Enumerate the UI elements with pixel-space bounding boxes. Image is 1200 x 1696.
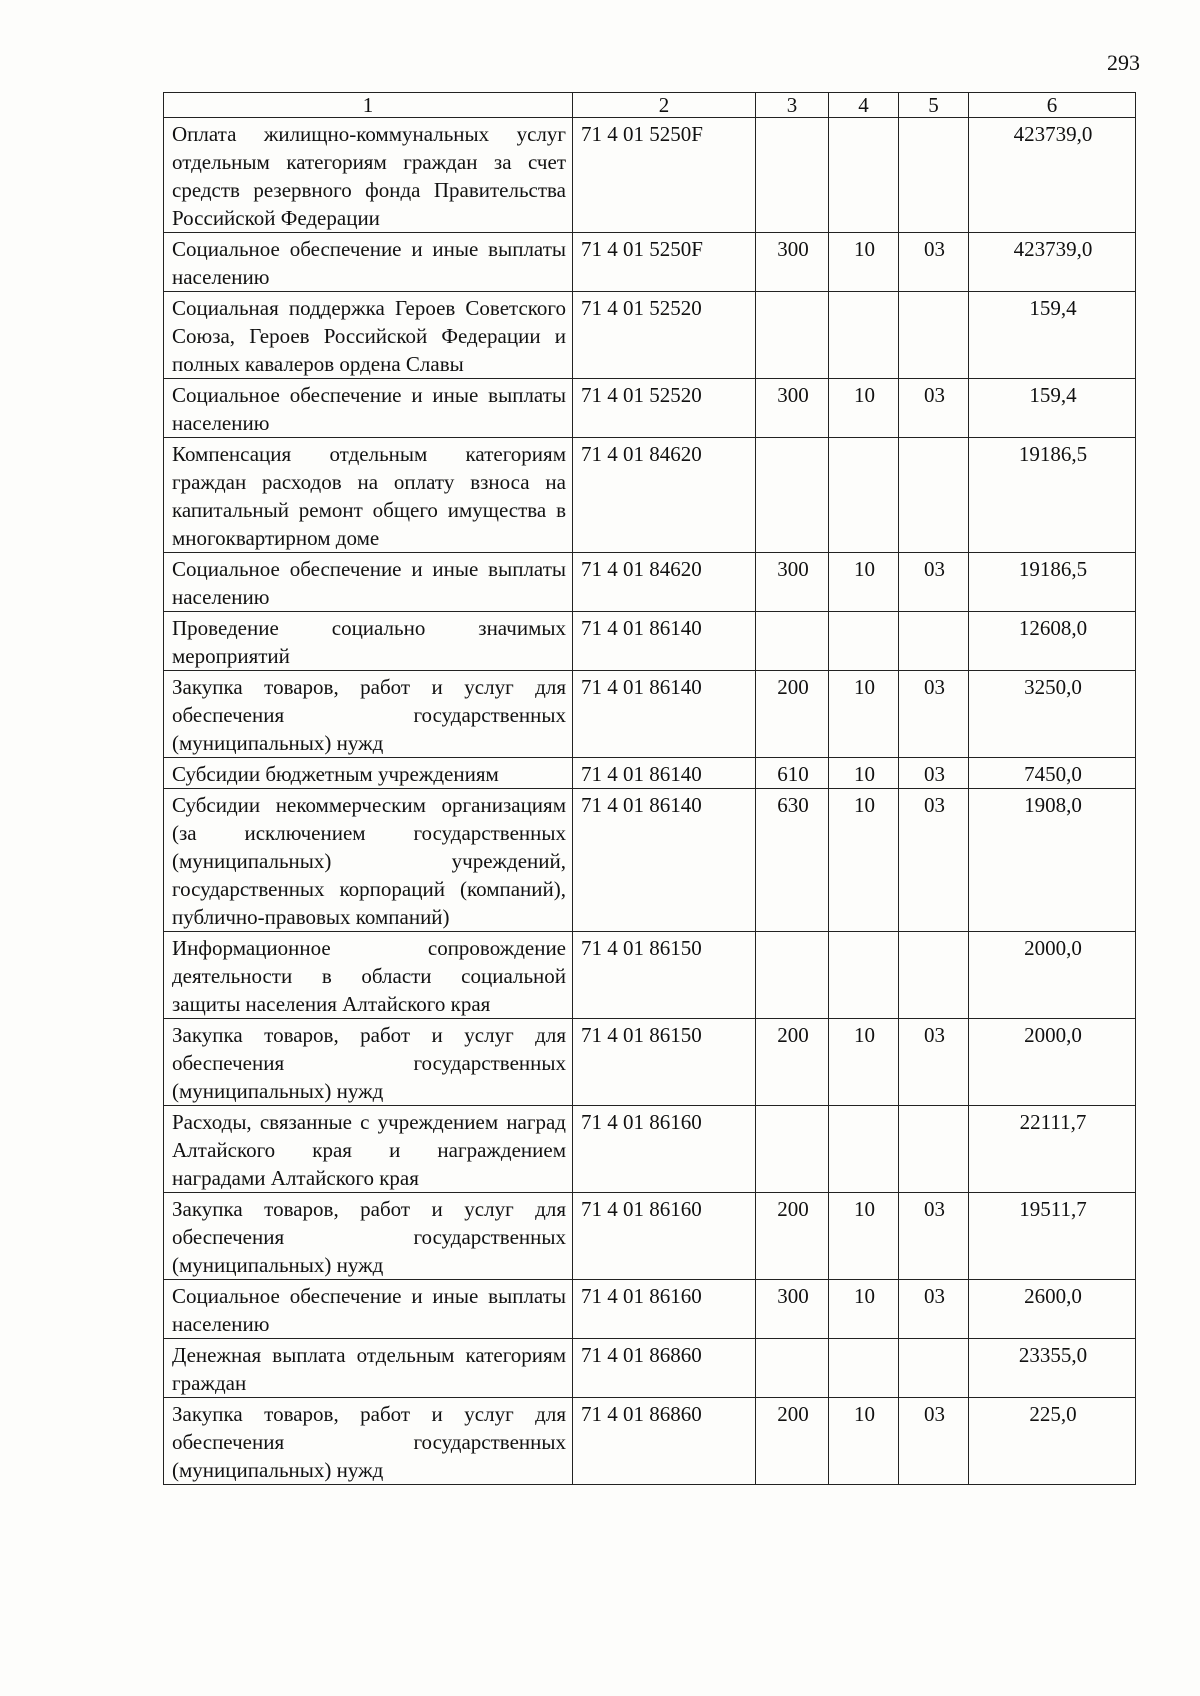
table-row — [164, 789, 1136, 932]
column-header: 6 — [969, 93, 1136, 118]
subsection-code: 03 — [899, 671, 969, 758]
expense-type-code — [756, 1339, 829, 1398]
subsection-code — [899, 932, 969, 1019]
target-article-code: 71 4 01 86140 — [573, 789, 756, 932]
item-description: Социальное обеспечение и иные выплаты населению — [164, 1280, 573, 1339]
budget-table — [163, 92, 1136, 1485]
target-article-code: 71 4 01 5250F — [573, 118, 756, 233]
item-description: Социальная поддержка Героев Советского Союза, Героев Российской Федерации и полных кавалеров ордена Славы — [164, 292, 573, 379]
expense-type-code: 630 — [756, 789, 829, 932]
amount-value: 19186,5 — [969, 553, 1136, 612]
table-row — [164, 292, 1136, 379]
table-row — [164, 1106, 1136, 1193]
table-row — [164, 1193, 1136, 1280]
amount-value: 19511,7 — [969, 1193, 1136, 1280]
table-row — [164, 1398, 1136, 1485]
amount-value: 12608,0 — [969, 612, 1136, 671]
expense-type-code — [756, 292, 829, 379]
target-article-code: 71 4 01 86150 — [573, 932, 756, 1019]
section-code — [829, 438, 899, 553]
subsection-code: 03 — [899, 379, 969, 438]
subsection-code — [899, 438, 969, 553]
item-description: Закупка товаров, работ и услуг для обеспечения государственных (муниципальных) нужд — [164, 1019, 573, 1106]
table-row — [164, 1019, 1136, 1106]
item-description: Закупка товаров, работ и услуг для обеспечения государственных (муниципальных) нужд — [164, 1193, 573, 1280]
expense-type-code: 300 — [756, 233, 829, 292]
section-code — [829, 292, 899, 379]
expense-type-code: 610 — [756, 758, 829, 789]
amount-value: 159,4 — [969, 379, 1136, 438]
column-header: 2 — [573, 93, 756, 118]
subsection-code: 03 — [899, 1280, 969, 1339]
amount-value: 159,4 — [969, 292, 1136, 379]
subsection-code: 03 — [899, 553, 969, 612]
expense-type-code: 200 — [756, 1193, 829, 1280]
item-description: Информационное сопровождение деятельности в области социальной защиты населения Алтайского края — [164, 932, 573, 1019]
subsection-code: 03 — [899, 233, 969, 292]
table-row — [164, 671, 1136, 758]
amount-value: 423739,0 — [969, 118, 1136, 233]
subsection-code: 03 — [899, 758, 969, 789]
item-description: Проведение социально значимых мероприятий — [164, 612, 573, 671]
section-code: 10 — [829, 758, 899, 789]
amount-value: 22111,7 — [969, 1106, 1136, 1193]
section-code: 10 — [829, 1019, 899, 1106]
section-code: 10 — [829, 1398, 899, 1485]
amount-value: 1908,0 — [969, 789, 1136, 932]
table-row — [164, 758, 1136, 789]
section-code: 10 — [829, 1193, 899, 1280]
target-article-code: 71 4 01 86160 — [573, 1280, 756, 1339]
table-row — [164, 1280, 1136, 1339]
item-description: Закупка товаров, работ и услуг для обеспечения государственных (муниципальных) нужд — [164, 1398, 573, 1485]
item-description: Компенсация отдельным категориям граждан расходов на оплату взноса на капитальный ремонт общего имущества в многоквартирном доме — [164, 438, 573, 553]
column-header: 3 — [756, 93, 829, 118]
expense-type-code: 300 — [756, 379, 829, 438]
subsection-code — [899, 1339, 969, 1398]
section-code: 10 — [829, 379, 899, 438]
target-article-code: 71 4 01 86140 — [573, 671, 756, 758]
table-row — [164, 553, 1136, 612]
page-number: 293 — [1107, 50, 1140, 75]
amount-value: 225,0 — [969, 1398, 1136, 1485]
amount-value: 3250,0 — [969, 671, 1136, 758]
header-row — [164, 93, 1136, 118]
section-code — [829, 1339, 899, 1398]
amount-value: 19186,5 — [969, 438, 1136, 553]
table-row — [164, 438, 1136, 553]
expense-type-code: 300 — [756, 1280, 829, 1339]
column-header: 1 — [164, 93, 573, 118]
table-row — [164, 1339, 1136, 1398]
column-header: 4 — [829, 93, 899, 118]
table-row — [164, 233, 1136, 292]
table-body — [164, 118, 1136, 1485]
subsection-code: 03 — [899, 789, 969, 932]
item-description: Социальное обеспечение и иные выплаты населению — [164, 379, 573, 438]
item-description: Расходы, связанные с учреждением наград Алтайского края и награждением наградами Алтайского края — [164, 1106, 573, 1193]
subsection-code: 03 — [899, 1019, 969, 1106]
table-row — [164, 379, 1136, 438]
item-description: Субсидии бюджетным учреждениям — [164, 758, 573, 789]
section-code — [829, 1106, 899, 1193]
table-row — [164, 932, 1136, 1019]
item-description: Закупка товаров, работ и услуг для обеспечения государственных (муниципальных) нужд — [164, 671, 573, 758]
expense-type-code: 200 — [756, 1398, 829, 1485]
target-article-code: 71 4 01 86140 — [573, 612, 756, 671]
section-code: 10 — [829, 1280, 899, 1339]
target-article-code: 71 4 01 86860 — [573, 1339, 756, 1398]
section-code: 10 — [829, 233, 899, 292]
expense-type-code — [756, 118, 829, 233]
amount-value: 2000,0 — [969, 1019, 1136, 1106]
target-article-code: 71 4 01 86860 — [573, 1398, 756, 1485]
section-code — [829, 932, 899, 1019]
amount-value: 2600,0 — [969, 1280, 1136, 1339]
expense-type-code: 200 — [756, 671, 829, 758]
target-article-code: 71 4 01 5250F — [573, 233, 756, 292]
subsection-code — [899, 1106, 969, 1193]
target-article-code: 71 4 01 86140 — [573, 758, 756, 789]
amount-value: 23355,0 — [969, 1339, 1136, 1398]
item-description: Денежная выплата отдельным категориям граждан — [164, 1339, 573, 1398]
target-article-code: 71 4 01 52520 — [573, 292, 756, 379]
expense-type-code — [756, 438, 829, 553]
section-code — [829, 118, 899, 233]
target-article-code: 71 4 01 84620 — [573, 553, 756, 612]
item-description: Оплата жилищно-коммунальных услуг отдельным категориям граждан за счет средств резервного фонда Правительства Российской Федерации — [164, 118, 573, 233]
target-article-code: 71 4 01 86150 — [573, 1019, 756, 1106]
amount-value: 7450,0 — [969, 758, 1136, 789]
amount-value: 423739,0 — [969, 233, 1136, 292]
expense-type-code — [756, 1106, 829, 1193]
expense-type-code — [756, 932, 829, 1019]
column-header: 5 — [899, 93, 969, 118]
subsection-code — [899, 612, 969, 671]
target-article-code: 71 4 01 52520 — [573, 379, 756, 438]
item-description: Социальное обеспечение и иные выплаты населению — [164, 233, 573, 292]
subsection-code: 03 — [899, 1398, 969, 1485]
section-code: 10 — [829, 553, 899, 612]
target-article-code: 71 4 01 86160 — [573, 1106, 756, 1193]
target-article-code: 71 4 01 84620 — [573, 438, 756, 553]
amount-value: 2000,0 — [969, 932, 1136, 1019]
table-row — [164, 118, 1136, 233]
section-code: 10 — [829, 789, 899, 932]
section-code — [829, 612, 899, 671]
expense-type-code — [756, 612, 829, 671]
item-description: Субсидии некоммерческим организациям (за исключением государственных (муниципальных) учреждений, государственных корпораций (компаний), публично-правовых компаний) — [164, 789, 573, 932]
item-description: Социальное обеспечение и иные выплаты населению — [164, 553, 573, 612]
subsection-code — [899, 118, 969, 233]
target-article-code: 71 4 01 86160 — [573, 1193, 756, 1280]
section-code: 10 — [829, 671, 899, 758]
expense-type-code: 200 — [756, 1019, 829, 1106]
subsection-code — [899, 292, 969, 379]
subsection-code: 03 — [899, 1193, 969, 1280]
table-row — [164, 612, 1136, 671]
expense-type-code: 300 — [756, 553, 829, 612]
